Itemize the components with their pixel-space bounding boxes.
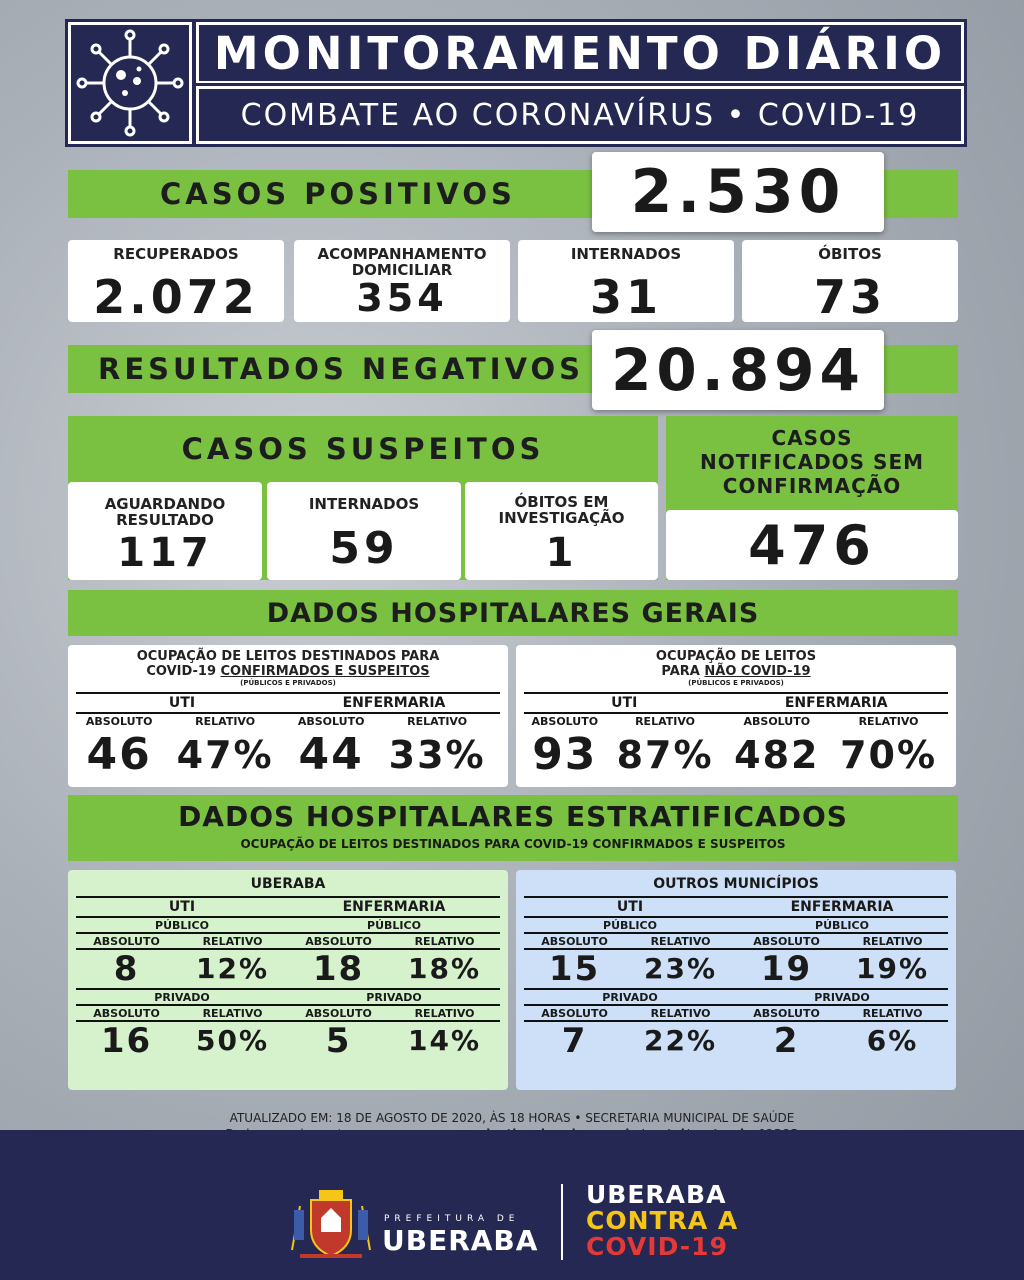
enfermaria-absoluto: 44 bbox=[298, 729, 364, 780]
stat-value: 31 bbox=[589, 270, 662, 324]
campaign-line2: CONTRA A bbox=[586, 1206, 739, 1235]
uti-header: UTI bbox=[611, 695, 638, 711]
virus-icon bbox=[71, 25, 189, 141]
relativo-header: RELATIVO bbox=[414, 1006, 475, 1020]
resultados-negativos-label: RESULTADOS NEGATIVOS bbox=[68, 345, 958, 393]
absoluto-header: ABSOLUTO bbox=[297, 715, 365, 728]
relativo-header: RELATIVO bbox=[858, 715, 919, 728]
relativo-header: RELATIVO bbox=[862, 934, 923, 948]
uti-header: UTI bbox=[616, 899, 644, 915]
campaign-logo bbox=[586, 1182, 738, 1260]
stat-card-obitos bbox=[742, 240, 958, 322]
title-line2b: NÃO COVID-19 bbox=[704, 664, 811, 679]
enf-publico-absoluto: 19 bbox=[760, 949, 813, 989]
prefeitura-small: PREFEITURA DE bbox=[384, 1214, 520, 1224]
absoluto-header: ABSOLUTO bbox=[753, 934, 820, 948]
uti-privado-relativo: 22% bbox=[644, 1024, 718, 1057]
gerais-covid-table bbox=[76, 692, 500, 781]
estrat-uberaba-panel bbox=[68, 870, 508, 1090]
virus-logo bbox=[68, 22, 192, 144]
suspeito-value: 1 bbox=[545, 530, 578, 576]
enfermaria-relativo: 70% bbox=[840, 733, 938, 777]
title-line2b: CONFIRMADOS E SUSPEITOS bbox=[220, 664, 430, 679]
uberaba-title: UBERABA bbox=[250, 876, 326, 892]
relativo-header: RELATIVO bbox=[862, 1006, 923, 1020]
title-note: (PÚBLICOS E PRIVADOS) bbox=[240, 679, 336, 687]
prefeitura-big: UBERABA bbox=[382, 1224, 539, 1257]
enfermaria-header: ENFERMARIA bbox=[342, 899, 446, 915]
casos-suspeitos-label: CASOS SUSPEITOS bbox=[181, 432, 545, 466]
update-line: ATUALIZADO EM: 18 DE AGOSTO DE 2020, ÀS 18 HORAS • SECRETARIA MUNICIPAL DE SAÚDE bbox=[229, 1111, 795, 1125]
enf-privado-relativo: 14% bbox=[408, 1024, 482, 1057]
stat-label: INTERNADOS bbox=[570, 245, 682, 263]
coat-of-arms-icon bbox=[286, 1180, 376, 1262]
uberaba-table bbox=[76, 896, 500, 1060]
title-line2a: COVID-19 bbox=[146, 664, 221, 679]
footer-divider bbox=[561, 1184, 563, 1260]
relativo-header: RELATIVO bbox=[195, 715, 256, 728]
casos-positivos-label: CASOS POSITIVOS bbox=[68, 170, 958, 218]
stat-card-internados bbox=[518, 240, 734, 322]
privado-header: PRIVADO bbox=[814, 990, 870, 1004]
uti-header: UTI bbox=[168, 899, 196, 915]
uti-publico-relativo: 12% bbox=[196, 952, 270, 985]
relativo-header: RELATIVO bbox=[635, 715, 695, 728]
suspeito-card-internados bbox=[267, 482, 461, 580]
absoluto-header: ABSOLUTO bbox=[93, 934, 160, 948]
uti-privado-absoluto: 7 bbox=[561, 1021, 588, 1061]
stat-value: 354 bbox=[356, 276, 448, 320]
gerais-title: DADOS HOSPITALARES GERAIS bbox=[68, 590, 958, 636]
footer bbox=[0, 1130, 1024, 1280]
uti-header: UTI bbox=[168, 695, 196, 711]
outros-table bbox=[524, 896, 948, 1060]
enf-privado-absoluto: 2 bbox=[773, 1021, 800, 1061]
page-subtitle: COMBATE AO CORONAVÍRUS • COVID-19 bbox=[196, 86, 964, 144]
uti-publico-absoluto: 8 bbox=[113, 949, 140, 989]
title-line2a: PARA bbox=[661, 664, 705, 679]
relativo-header: RELATIVO bbox=[407, 715, 468, 728]
absoluto-header: ABSOLUTO bbox=[541, 1006, 608, 1020]
suspeito-label: INTERNADOS bbox=[308, 495, 420, 513]
campaign-line3: COVID-19 bbox=[586, 1232, 728, 1261]
estrat-outros-panel bbox=[516, 870, 956, 1090]
relativo-header: RELATIVO bbox=[414, 934, 475, 948]
enfermaria-header: ENFERMARIA bbox=[784, 695, 888, 711]
uti-privado-relativo: 50% bbox=[196, 1024, 270, 1057]
uti-relativo: 47% bbox=[176, 733, 274, 777]
relativo-header: RELATIVO bbox=[650, 1006, 711, 1020]
stat-label: ACOMPANHAMENTO DOMICILIAR bbox=[317, 245, 487, 279]
estrat-subtitle: OCUPAÇÃO DE LEITOS DESTINADOS PARA COVID-19 CONFIRMADOS E SUSPEITOS bbox=[240, 837, 786, 851]
page-title: MONITORAMENTO DIÁRIO bbox=[196, 22, 964, 84]
casos-positivos-value: 2.530 bbox=[592, 152, 884, 232]
stat-value: 2.072 bbox=[93, 270, 259, 324]
absoluto-header: ABSOLUTO bbox=[93, 1006, 160, 1020]
absoluto-header: ABSOLUTO bbox=[305, 1006, 372, 1020]
publico-header: PÚBLICO bbox=[815, 918, 869, 932]
enfermaria-header: ENFERMARIA bbox=[790, 899, 894, 915]
gerais-nao-covid-title bbox=[524, 649, 948, 688]
relativo-header: RELATIVO bbox=[202, 934, 263, 948]
suspeito-label: ÓBITOS EM INVESTIGAÇÃO bbox=[498, 493, 625, 527]
title-line1: OCUPAÇÃO DE LEITOS DESTINADOS PARA bbox=[136, 649, 440, 664]
uti-absoluto: 93 bbox=[532, 729, 598, 780]
stat-card-acompanhamento bbox=[294, 240, 510, 322]
privado-header: PRIVADO bbox=[154, 990, 210, 1004]
enf-publico-relativo: 18% bbox=[408, 952, 482, 985]
publico-header: PÚBLICO bbox=[155, 918, 209, 932]
enf-publico-absoluto: 18 bbox=[312, 949, 365, 989]
absoluto-header: ABSOLUTO bbox=[85, 715, 153, 728]
stat-label: RECUPERADOS bbox=[113, 245, 239, 263]
stat-value: 73 bbox=[813, 270, 886, 324]
enfermaria-absoluto: 482 bbox=[734, 733, 820, 777]
uti-publico-relativo: 23% bbox=[644, 952, 718, 985]
enf-privado-absoluto: 5 bbox=[325, 1021, 352, 1061]
gerais-nao-covid-table bbox=[524, 692, 948, 781]
uti-privado-absoluto: 16 bbox=[100, 1021, 153, 1061]
notificados-value: 476 bbox=[666, 510, 958, 580]
privado-header: PRIVADO bbox=[366, 990, 422, 1004]
enfermaria-relativo: 33% bbox=[388, 733, 486, 777]
estrat-header bbox=[68, 795, 958, 861]
outros-title: OUTROS MUNICÍPIOS bbox=[653, 876, 819, 892]
gerais-nao-covid-panel bbox=[516, 645, 956, 787]
suspeito-card-aguardando bbox=[68, 482, 262, 580]
uti-publico-absoluto: 15 bbox=[548, 949, 601, 989]
gerais-covid-panel bbox=[68, 645, 508, 787]
suspeito-card-obitos bbox=[465, 482, 658, 580]
suspeito-value: 117 bbox=[117, 530, 213, 576]
uti-relativo: 87% bbox=[616, 733, 714, 777]
absoluto-header: ABSOLUTO bbox=[541, 934, 608, 948]
absoluto-header: ABSOLUTO bbox=[305, 934, 372, 948]
absoluto-header: ABSOLUTO bbox=[753, 1006, 820, 1020]
publico-header: PÚBLICO bbox=[603, 918, 657, 932]
enf-publico-relativo: 19% bbox=[856, 952, 930, 985]
suspeito-value: 59 bbox=[329, 523, 399, 574]
estrat-title: DADOS HOSPITALARES ESTRATIFICADOS bbox=[178, 800, 848, 833]
enf-privado-relativo: 6% bbox=[866, 1024, 919, 1057]
title-note: (PÚBLICOS E PRIVADOS) bbox=[688, 679, 784, 687]
suspeito-label: AGUARDANDO RESULTADO bbox=[104, 495, 226, 529]
stat-label: ÓBITOS bbox=[818, 245, 882, 263]
stat-card-recuperados bbox=[68, 240, 284, 322]
campaign-line1: UBERABA bbox=[586, 1180, 727, 1209]
absoluto-header: ABSOLUTO bbox=[531, 715, 599, 728]
uti-absoluto: 46 bbox=[86, 729, 152, 780]
relativo-header: RELATIVO bbox=[650, 934, 711, 948]
relativo-header: RELATIVO bbox=[202, 1006, 263, 1020]
publico-header: PÚBLICO bbox=[367, 918, 421, 932]
absoluto-header: ABSOLUTO bbox=[743, 715, 811, 728]
resultados-negativos-value: 20.894 bbox=[592, 330, 884, 410]
enfermaria-header: ENFERMARIA bbox=[342, 695, 446, 711]
notificados-label: CASOS NOTIFICADOS SEM CONFIRMAÇÃO bbox=[699, 426, 925, 498]
gerais-covid-title bbox=[76, 649, 500, 688]
title-line1: OCUPAÇÃO DE LEITOS bbox=[655, 649, 817, 664]
privado-header: PRIVADO bbox=[602, 990, 658, 1004]
